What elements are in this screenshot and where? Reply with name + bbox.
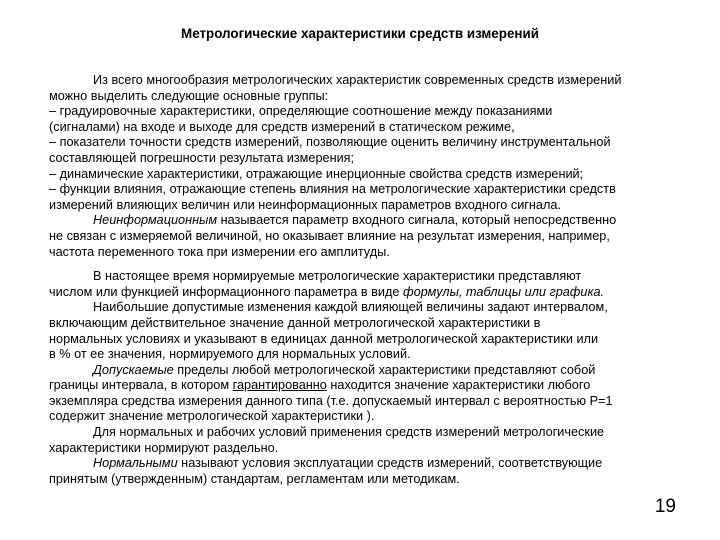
text-span: называют условия эксплуатации средств измерений, соответствующие	[177, 456, 603, 471]
paragraph-gap	[49, 260, 689, 269]
slide-body	[49, 73, 689, 487]
text-line: можно выделить следующие основные группы:	[49, 88, 329, 103]
term-normal: Нормальными	[93, 456, 178, 471]
text-line: (сигналами) на входе и выходе для средств измерений в статическом режиме,	[49, 119, 515, 134]
text-line: нормальных условиях и указывают в единицах данной метрологической характеристики или	[49, 331, 599, 346]
text-line: характеристики нормируют раздельно.	[49, 440, 279, 455]
page-number: 19	[654, 496, 676, 517]
paragraph-normalized-characteristics	[49, 269, 689, 487]
text-line: не связан с измеряемой величиной, но оказывает влияние на результат измерения, например,	[49, 228, 610, 243]
text-line: включающим действительное значение данной метрологической характеристики в	[49, 315, 541, 330]
text-line: принятым (утвержденным) стандартам, регламентам или методикам.	[49, 471, 460, 486]
text-line: – функции влияния, отражающие степень влияния на метрологические характеристики средств	[49, 182, 616, 197]
text-span: находится значение характеристики любого	[326, 378, 591, 393]
text-line	[49, 213, 689, 229]
text-line: экземпляра средства измерения данного типа (т.е. допускаемый интервал с вероятностью Р=1	[49, 393, 613, 408]
text-line: содержит значение метрологической характеристики ).	[49, 409, 375, 424]
text-line	[49, 456, 689, 472]
text-span: числом или функцией информационного параметра в виде	[49, 284, 403, 299]
text-span: пределы любой метрологической характеристики представляют собой	[173, 362, 596, 377]
text-line: – градуировочные характеристики, определяющие соотношение между показаниями	[49, 104, 553, 119]
text-line: измерений влияющих величин или неинформационных параметров входного сигнала.	[49, 197, 561, 212]
text-line	[49, 285, 689, 301]
slide-title: Метрологические характеристики средств измерений	[181, 26, 539, 41]
text-line: Наибольшие допустимые изменения каждой влияющей величины задают интервалом,	[93, 300, 608, 315]
text-line: частота переменного тока при измерении его амплитуды.	[49, 244, 390, 259]
term-forms: формулы, таблицы или графика.	[402, 284, 605, 299]
term-guaranteed: гарантированно	[232, 378, 327, 393]
text-span: границы интервала, в котором	[49, 378, 233, 393]
text-line: в % от ее значения, нормируемого для нормальных условий.	[49, 347, 411, 362]
text-line	[49, 378, 689, 394]
text-line: – показатели точности средств измерений, позволяющие оценить величину инструментальной	[49, 135, 611, 150]
paragraph-characteristics-groups	[49, 73, 689, 260]
text-line: Для нормальных и рабочих условий применения средств измерений метрологические	[93, 425, 605, 440]
text-span: называется параметр входного сигнала, который непосредственно	[217, 213, 617, 228]
text-line: В настоящее время нормируемые метрологические характеристики представляют	[93, 269, 582, 284]
text-line: – динамические характеристики, отражающие инерционные свойства средств измерений;	[49, 166, 584, 181]
term-permissible: Допускаемые	[93, 362, 174, 377]
text-line: составляющей погрешности результата измерения;	[49, 150, 355, 165]
term-noninformational: Неинформационным	[93, 213, 218, 228]
text-line	[49, 363, 689, 379]
text-line: Из всего многообразия метрологических характеристик современных средств измерений	[93, 73, 622, 87]
